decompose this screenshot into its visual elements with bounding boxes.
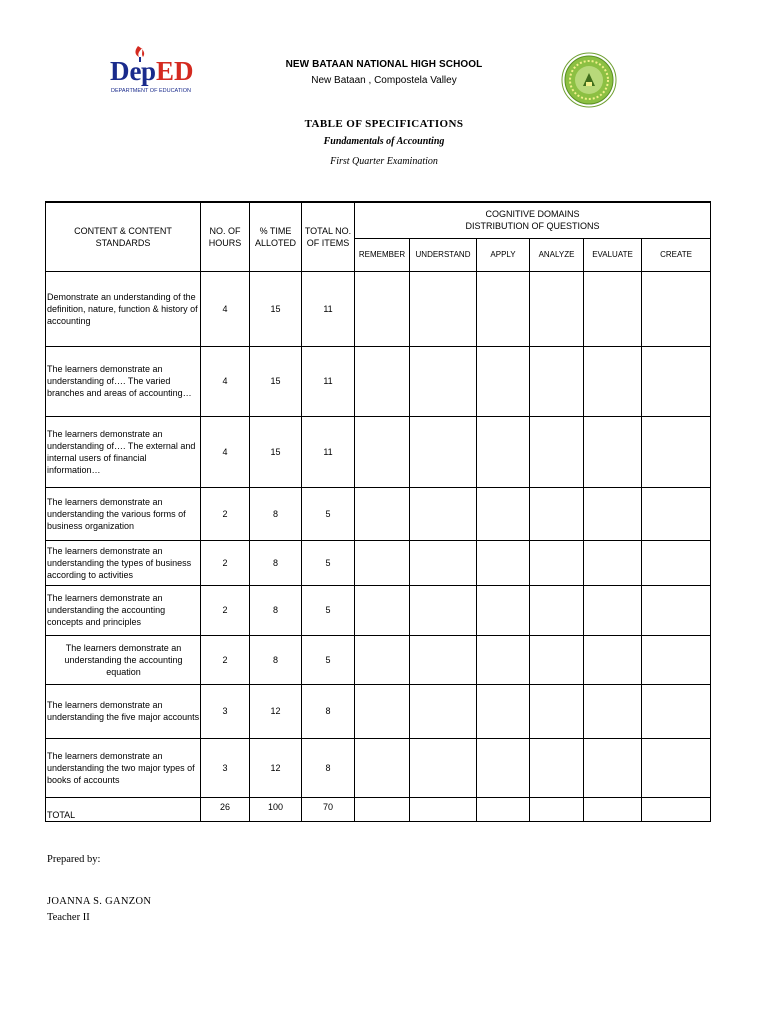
remember-cell[interactable] <box>355 684 410 738</box>
create-cell[interactable] <box>642 684 711 738</box>
table-row <box>46 346 711 416</box>
items-cell: 5 <box>302 540 355 585</box>
analyze-cell[interactable] <box>530 738 584 797</box>
understand-cell[interactable] <box>410 635 477 684</box>
table-row <box>46 738 711 797</box>
analyze-cell[interactable] <box>530 487 584 540</box>
analyze-cell[interactable] <box>530 346 584 416</box>
content-cell: The learners demonstrate an understanding of…. The external and internal users of financial information… <box>46 416 201 487</box>
understand-cell[interactable] <box>410 416 477 487</box>
apply-cell[interactable] <box>477 487 530 540</box>
understand-cell[interactable] <box>410 585 477 635</box>
time-cell: 8 <box>250 635 302 684</box>
analyze-cell[interactable] <box>530 271 584 346</box>
total-label: TOTAL <box>46 797 201 821</box>
svg-text:DEPARTMENT OF EDUCATION: DEPARTMENT OF EDUCATION <box>111 88 191 94</box>
apply-cell[interactable] <box>477 416 530 487</box>
evaluate-cell[interactable] <box>584 346 642 416</box>
create-cell[interactable] <box>642 738 711 797</box>
content-cell: The learners demonstrate an understanding the accounting concepts and principles <box>46 585 201 635</box>
cognitive-domains-title: COGNITIVE DOMAINS <box>485 209 580 220</box>
evaluate-cell[interactable] <box>584 585 642 635</box>
create-cell[interactable] <box>642 540 711 585</box>
table-row <box>46 487 711 540</box>
deped-logo <box>108 42 198 98</box>
content-cell: The learners demonstrate an understanding the various forms of business organization <box>46 487 201 540</box>
apply-cell[interactable] <box>477 585 530 635</box>
time-cell: 15 <box>250 271 302 346</box>
analyze-cell[interactable] <box>530 635 584 684</box>
header-row <box>46 202 711 238</box>
prepared-by-label: Prepared by: <box>47 854 101 865</box>
content-cell: The learners demonstrate an understanding the types of business according to activities <box>46 540 201 585</box>
time-cell: 15 <box>250 416 302 487</box>
items-cell: 11 <box>302 346 355 416</box>
content-header: CONTENT & CONTENT STANDARDS <box>46 202 201 271</box>
content-cell: The learners demonstrate an understanding the five major accounts <box>46 684 201 738</box>
evaluate-cell[interactable] <box>584 540 642 585</box>
hours-cell: 3 <box>201 684 250 738</box>
understand-cell[interactable] <box>410 271 477 346</box>
analyze-cell[interactable] <box>530 684 584 738</box>
hours-cell: 2 <box>201 540 250 585</box>
analyze-cell[interactable] <box>530 585 584 635</box>
remember-cell[interactable] <box>355 271 410 346</box>
apply-cell[interactable] <box>477 271 530 346</box>
table-row <box>46 540 711 585</box>
remember-cell[interactable] <box>355 540 410 585</box>
svg-text:p: p <box>141 56 157 86</box>
content-cell: The learners demonstrate an understanding the accounting equation <box>46 635 201 684</box>
remember-cell[interactable] <box>355 585 410 635</box>
content-cell: Demonstrate an understanding of the definition, nature, function & history of accounting <box>46 271 201 346</box>
exam-title: First Quarter Examination <box>330 156 438 167</box>
evaluate-cell[interactable] <box>584 416 642 487</box>
understand-cell[interactable] <box>410 684 477 738</box>
content-cell: The learners demonstrate an understanding the two major types of books of accounts <box>46 738 201 797</box>
time-cell: 8 <box>250 540 302 585</box>
hours-cell: 2 <box>201 635 250 684</box>
time-cell: 12 <box>250 738 302 797</box>
evaluate-cell[interactable] <box>584 797 642 821</box>
document-title: TABLE OF SPECIFICATIONS <box>304 118 464 130</box>
total-items: 70 <box>302 797 355 821</box>
apply-cell[interactable] <box>477 738 530 797</box>
time-header: % TIME ALLOTED <box>250 202 302 271</box>
apply-cell[interactable] <box>477 346 530 416</box>
create-cell[interactable] <box>642 797 711 821</box>
table-row <box>46 635 711 684</box>
evaluate-cell[interactable] <box>584 684 642 738</box>
create-cell[interactable] <box>642 416 711 487</box>
time-cell: 8 <box>250 585 302 635</box>
remember-cell[interactable] <box>355 416 410 487</box>
subject-title: Fundamentals of Accounting <box>323 136 445 147</box>
items-cell: 5 <box>302 487 355 540</box>
remember-cell[interactable] <box>355 346 410 416</box>
remember-cell[interactable] <box>355 738 410 797</box>
school-address: New Bataan , Compostela Valley <box>311 75 457 86</box>
understand-cell[interactable] <box>410 540 477 585</box>
items-cell: 11 <box>302 416 355 487</box>
analyze-cell[interactable] <box>530 540 584 585</box>
table-row <box>46 271 711 346</box>
distribution-title: DISTRIBUTION OF QUESTIONS <box>465 221 600 232</box>
time-cell: 8 <box>250 487 302 540</box>
hours-cell: 4 <box>201 346 250 416</box>
create-cell[interactable] <box>642 346 711 416</box>
time-cell: 15 <box>250 346 302 416</box>
items-cell: 11 <box>302 271 355 346</box>
hours-cell: 2 <box>201 487 250 540</box>
apply-cell[interactable] <box>477 797 530 821</box>
hours-cell: 4 <box>201 416 250 487</box>
hours-cell: 2 <box>201 585 250 635</box>
items-cell: 8 <box>302 738 355 797</box>
create-cell[interactable] <box>642 585 711 635</box>
apply-cell[interactable] <box>477 635 530 684</box>
apply-cell[interactable] <box>477 540 530 585</box>
domain-create-header: CREATE <box>642 238 711 271</box>
create-cell[interactable] <box>642 271 711 346</box>
teacher-name: JOANNA S. GANZON <box>47 896 152 907</box>
domain-understand-header: UNDERSTAND <box>410 238 477 271</box>
svg-text:De: De <box>110 56 142 86</box>
understand-cell[interactable] <box>410 346 477 416</box>
remember-cell[interactable] <box>355 797 410 821</box>
content-cell: The learners demonstrate an understanding of…. The varied branches and areas of accounting… <box>46 346 201 416</box>
evaluate-cell[interactable] <box>584 271 642 346</box>
total-time: 100 <box>250 797 302 821</box>
time-cell: 12 <box>250 684 302 738</box>
domain-analyze-header: ANALYZE <box>530 238 584 271</box>
hours-cell: 3 <box>201 738 250 797</box>
understand-cell[interactable] <box>410 797 477 821</box>
items-cell: 8 <box>302 684 355 738</box>
items-header: TOTAL NO. OF ITEMS <box>302 202 355 271</box>
remember-cell[interactable] <box>355 487 410 540</box>
create-cell[interactable] <box>642 487 711 540</box>
school-name: NEW BATAAN NATIONAL HIGH SCHOOL <box>285 59 483 70</box>
table-row <box>46 416 711 487</box>
evaluate-cell[interactable] <box>584 487 642 540</box>
svg-text:ED: ED <box>156 56 194 86</box>
understand-cell[interactable] <box>410 487 477 540</box>
apply-cell[interactable] <box>477 684 530 738</box>
create-cell[interactable] <box>642 635 711 684</box>
table-row <box>46 684 711 738</box>
table-row <box>46 585 711 635</box>
cognitive-domains-header <box>355 202 711 238</box>
analyze-cell[interactable] <box>530 797 584 821</box>
domain-remember-header: REMEMBER <box>355 238 410 271</box>
teacher-position: Teacher II <box>47 912 90 923</box>
specifications-table <box>45 201 711 822</box>
remember-cell[interactable] <box>355 635 410 684</box>
total-row <box>46 797 711 821</box>
hours-header: NO. OF HOURS <box>201 202 250 271</box>
items-cell: 5 <box>302 585 355 635</box>
analyze-cell[interactable] <box>530 416 584 487</box>
total-hours: 26 <box>201 797 250 821</box>
domain-evaluate-header: EVALUATE <box>584 238 642 271</box>
items-cell: 5 <box>302 635 355 684</box>
understand-cell[interactable] <box>410 738 477 797</box>
hours-cell: 4 <box>201 271 250 346</box>
domain-apply-header: APPLY <box>477 238 530 271</box>
evaluate-cell[interactable] <box>584 738 642 797</box>
evaluate-cell[interactable] <box>584 635 642 684</box>
